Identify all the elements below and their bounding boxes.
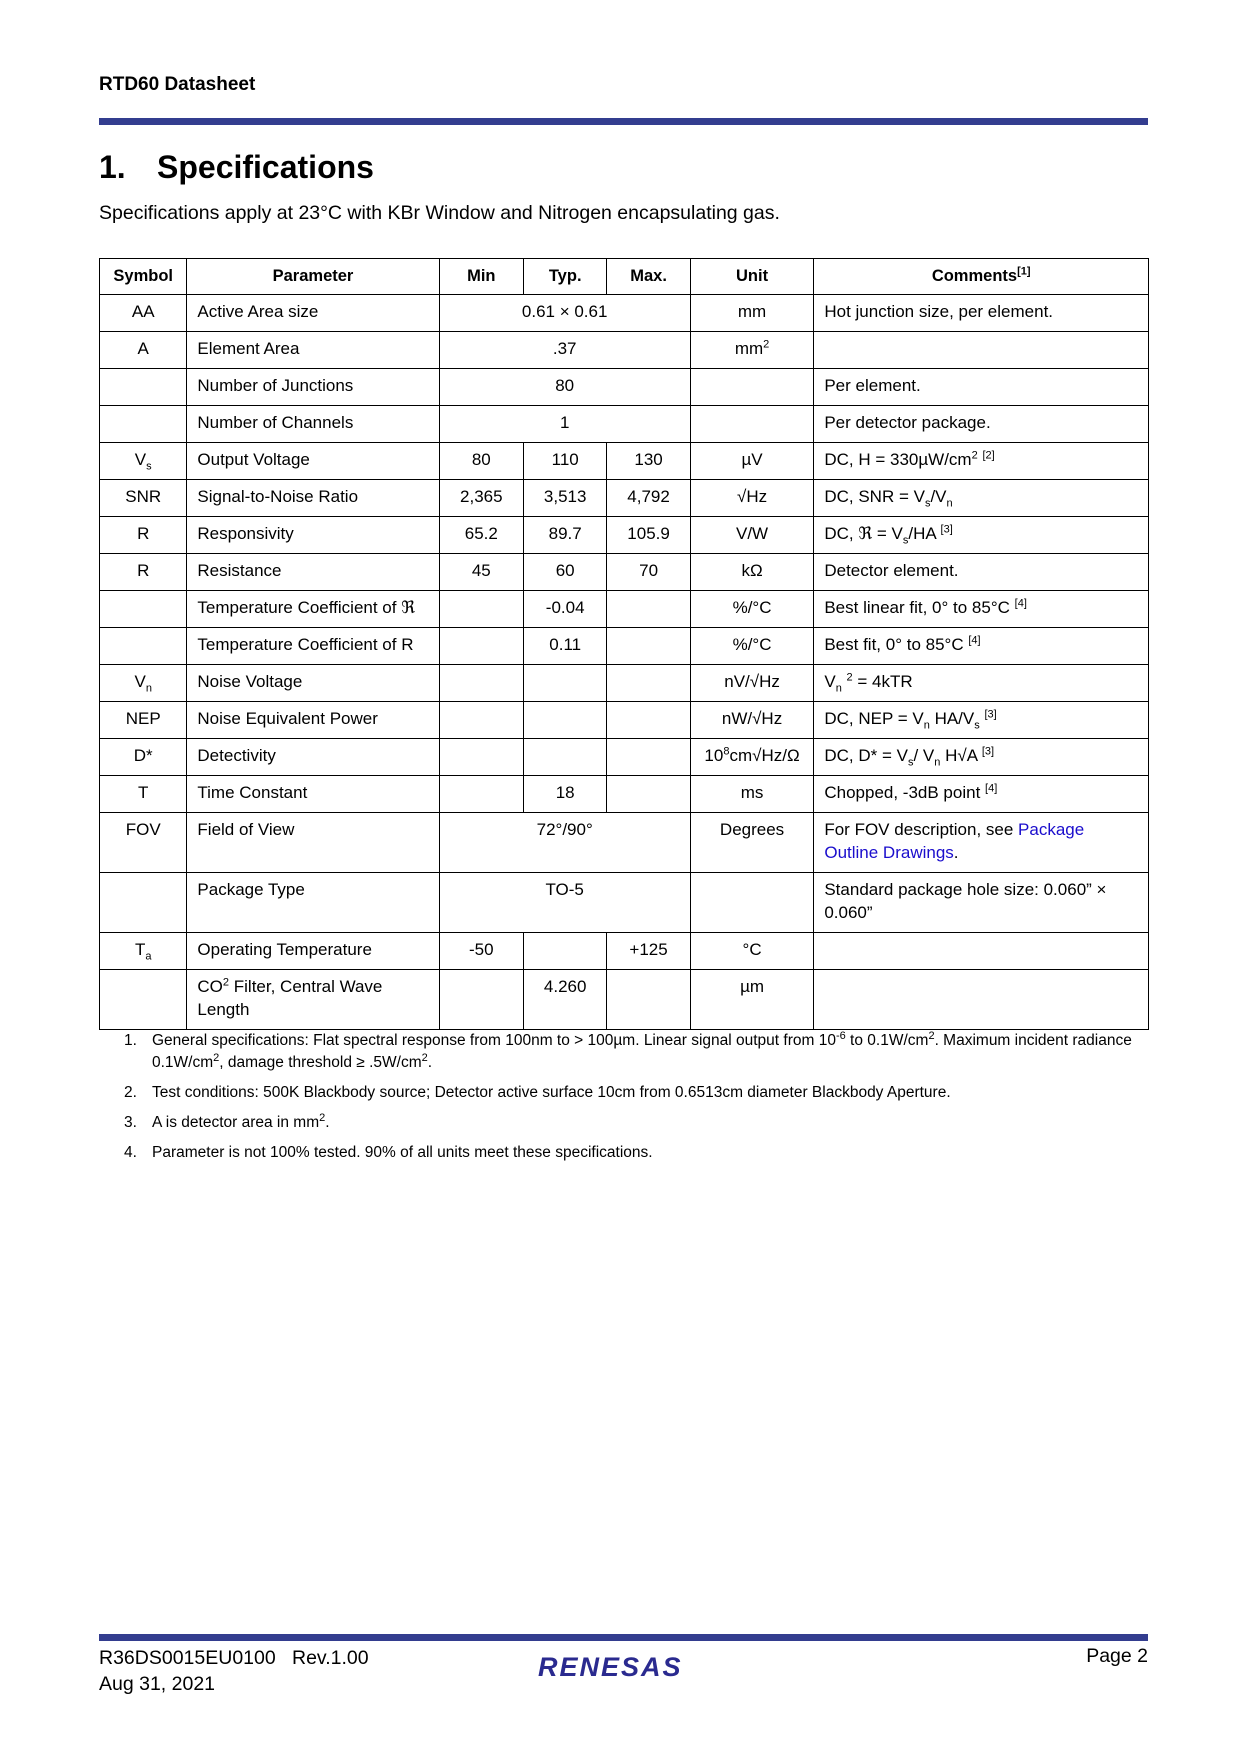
cell-comment: DC, $D* = V_s/$ $V_n$ H√A [3] (814, 739, 1149, 776)
doc-id: R36DS0015EU0100 (99, 1647, 276, 1669)
cell-max (607, 591, 690, 628)
cell-symbol: $V_s$ (100, 443, 187, 480)
cell-max (607, 628, 690, 665)
section-heading (99, 149, 374, 186)
table-row (100, 813, 1149, 873)
cell-comment (814, 332, 1149, 369)
specifications-table (99, 258, 1149, 1030)
footnote-item: 3. A is detector area in $mm^2$. (124, 1111, 330, 1131)
cell-typ: 60 (523, 554, 606, 591)
cell-symbol: $T_a$ (100, 933, 187, 970)
table-row (100, 702, 1149, 739)
cell-symbol: $V_n$ (100, 665, 187, 702)
cell-parameter: Active Area size (187, 295, 439, 332)
cell-symbol (100, 628, 187, 665)
header-typ: Typ. (523, 259, 606, 295)
cell-symbol: SNR (100, 480, 187, 517)
cell-typ: 3,513 (523, 480, 606, 517)
cell-unit: V/W (690, 517, 814, 554)
renesas-logo-graphic (536, 1651, 716, 1681)
cell-typ: 4.260 (523, 970, 606, 1030)
table-row (100, 933, 1149, 970)
document-header-title: RTD60 Datasheet (99, 74, 256, 95)
cell-symbol (100, 406, 187, 443)
doc-date: Aug 31, 2021 (99, 1673, 216, 1695)
cell-symbol (100, 369, 187, 406)
table-row (100, 517, 1149, 554)
table-row (100, 873, 1149, 933)
cell-symbol: NEP (100, 702, 187, 739)
cell-symbol: FOV (100, 813, 187, 873)
table-row (100, 295, 1149, 332)
cell-min (439, 702, 523, 739)
cell-unit (690, 369, 814, 406)
cell-max (607, 970, 690, 1030)
cell-unit: µm (690, 970, 814, 1030)
cell-unit: $10^8cm√Hz/\Omega$ (690, 739, 814, 776)
cell-comment: DC, NEP = $V_n$ $HA/V_s$ [3] (814, 702, 1149, 739)
cell-typ: 110 (523, 443, 606, 480)
header-unit: Unit (690, 259, 814, 295)
cell-parameter: Package Type (187, 873, 439, 933)
cell-value: 1 (439, 406, 690, 443)
cell-typ: -0.04 (523, 591, 606, 628)
cell-typ: 18 (523, 776, 606, 813)
renesas-logo (536, 1651, 716, 1686)
table-header-row (100, 259, 1149, 295)
table-row (100, 443, 1149, 480)
table-row (100, 665, 1149, 702)
cell-comment: Standard package hole size: 0.060” × 0.060” (814, 873, 1149, 933)
cell-unit: %/°C (690, 628, 814, 665)
cell-comment: $V_n$ $^2$ = 4kTR (814, 665, 1149, 702)
table-row (100, 591, 1149, 628)
cell-min (439, 665, 523, 702)
cell-symbol: T (100, 776, 187, 813)
cell-parameter: Responsivity (187, 517, 439, 554)
cell-unit: ms (690, 776, 814, 813)
cell-comment: DC, ℜ = $V_s/HA$ [3] (814, 517, 1149, 554)
cell-max: 105.9 (607, 517, 690, 554)
header-max: Max. (607, 259, 690, 295)
cell-comment: Hot junction size, per element. (814, 295, 1149, 332)
cell-unit: °C (690, 933, 814, 970)
cell-comment: Detector element. (814, 554, 1149, 591)
cell-unit: µV (690, 443, 814, 480)
cell-max (607, 702, 690, 739)
cell-parameter: $CO^2$ Filter, Central Wave Length (187, 970, 439, 1030)
cell-typ: 89.7 (523, 517, 606, 554)
header-min: Min (439, 259, 523, 295)
cell-unit: $mm^2$ (690, 332, 814, 369)
table-row (100, 554, 1149, 591)
cell-unit (690, 406, 814, 443)
footnote-item: 2. Test conditions: 500K Blackbody source; Detector active surface 10cm from 0.6513cm diameter Blackbody Aperture. (124, 1084, 951, 1101)
table-row (100, 739, 1149, 776)
cell-comment: Per detector package. (814, 406, 1149, 443)
cell-typ (523, 933, 606, 970)
cell-unit: kΩ (690, 554, 814, 591)
revision: Rev.1.00 (291, 1647, 369, 1669)
cell-parameter: Signal-to-Noise Ratio (187, 480, 439, 517)
footer-rule (99, 1634, 1148, 1641)
cell-max (607, 739, 690, 776)
cell-max: 70 (607, 554, 690, 591)
cell-min (439, 739, 523, 776)
header-symbol: Symbol (100, 259, 187, 295)
cell-parameter: Field of View (187, 813, 439, 873)
cell-symbol (100, 873, 187, 933)
cell-comment: Best linear fit, 0° to 85°C [4] (814, 591, 1149, 628)
cell-parameter: Number of Junctions (187, 369, 439, 406)
cell-max: 4,792 (607, 480, 690, 517)
page-number: Page 2 (1086, 1645, 1148, 1667)
cell-comment: DC, $H = 330\mu W/cm^2$ [2] (814, 443, 1149, 480)
cell-unit: nV/√Hz (690, 665, 814, 702)
cell-min (439, 776, 523, 813)
cell-max (607, 665, 690, 702)
cell-min (439, 591, 523, 628)
cell-typ: 0.11 (523, 628, 606, 665)
cell-symbol: A (100, 332, 187, 369)
cell-symbol: R (100, 554, 187, 591)
cell-unit: nW/√Hz (690, 702, 814, 739)
cell-typ (523, 702, 606, 739)
cell-comment: Chopped, -3dB point [4] (814, 776, 1149, 813)
cell-min: -50 (439, 933, 523, 970)
cell-parameter: Operating Temperature (187, 933, 439, 970)
cell-comment (814, 933, 1149, 970)
cell-symbol (100, 970, 187, 1030)
cell-symbol: AA (100, 295, 187, 332)
cell-parameter: Temperature Coefficient of R (187, 628, 439, 665)
cell-parameter: Element Area (187, 332, 439, 369)
cell-comment (814, 970, 1149, 1030)
cell-max: 130 (607, 443, 690, 480)
cell-comment: Best fit, 0° to 85°C [4] (814, 628, 1149, 665)
header-comments: Comments[1] (814, 259, 1149, 295)
svg-text:RENESAS: RENESAS (538, 1652, 683, 1681)
cell-typ (523, 739, 606, 776)
table-row (100, 970, 1149, 1030)
cell-comment: DC, SNR = $V_s/V_n$ (814, 480, 1149, 517)
table-row (100, 776, 1149, 813)
cell-parameter: Detectivity (187, 739, 439, 776)
cell-min: 80 (439, 443, 523, 480)
cell-unit: mm (690, 295, 814, 332)
cell-parameter: Noise Voltage (187, 665, 439, 702)
cell-value: 0.61 × 0.61 (439, 295, 690, 332)
cell-max (607, 776, 690, 813)
section-number: 1. (99, 149, 126, 185)
cell-parameter: Time Constant (187, 776, 439, 813)
table-row (100, 480, 1149, 517)
footnote-item: 1. General specifications: Flat spectral response from 100nm to > 100µm. Linear signal output from $10^{-6}$ to $0.1W/cm^2$. Maximum incident radiance $0.1W/cm^2$, damage threshold ≥ $.5W/cm^2$. (124, 1029, 1132, 1071)
cell-parameter: Noise Equivalent Power (187, 702, 439, 739)
cell-unit: %/°C (690, 591, 814, 628)
cell-min: 65.2 (439, 517, 523, 554)
cell-unit: √Hz (690, 480, 814, 517)
cell-value: .37 (439, 332, 690, 369)
section-title: Specifications (157, 149, 374, 185)
cell-min: 2,365 (439, 480, 523, 517)
cell-symbol: D* (100, 739, 187, 776)
cell-max: +125 (607, 933, 690, 970)
footnotes (124, 1030, 1154, 1172)
header-rule (99, 118, 1148, 125)
cell-min: 45 (439, 554, 523, 591)
table-row (100, 406, 1149, 443)
table-row (100, 332, 1149, 369)
cell-symbol: R (100, 517, 187, 554)
cell-typ (523, 665, 606, 702)
cell-comment: For FOV description, see Package Outline Drawings. (814, 813, 1149, 873)
table-row (100, 628, 1149, 665)
intro-text: Specifications apply at 23°C with KBr Window and Nitrogen encapsulating gas. (99, 202, 780, 224)
cell-parameter: Temperature Coefficient of ℜ (187, 591, 439, 628)
cell-value: TO-5 (439, 873, 690, 933)
cell-value: 72°/90° (439, 813, 690, 873)
footer-doc-info (99, 1645, 369, 1697)
cell-symbol (100, 591, 187, 628)
cell-value: 80 (439, 369, 690, 406)
cell-unit (690, 873, 814, 933)
cell-comment: Per element. (814, 369, 1149, 406)
cell-min (439, 628, 523, 665)
table-row (100, 369, 1149, 406)
cell-unit: Degrees (690, 813, 814, 873)
package-outline-link[interactable]: Package Outline Drawings (824, 820, 1085, 862)
cell-parameter: Output Voltage (187, 443, 439, 480)
cell-min (439, 970, 523, 1030)
header-parameter: Parameter (187, 259, 439, 295)
cell-parameter: Number of Channels (187, 406, 439, 443)
cell-parameter: Resistance (187, 554, 439, 591)
footnote-item: 4. Parameter is not 100% tested. 90% of all units meet these specifications. (124, 1144, 653, 1161)
